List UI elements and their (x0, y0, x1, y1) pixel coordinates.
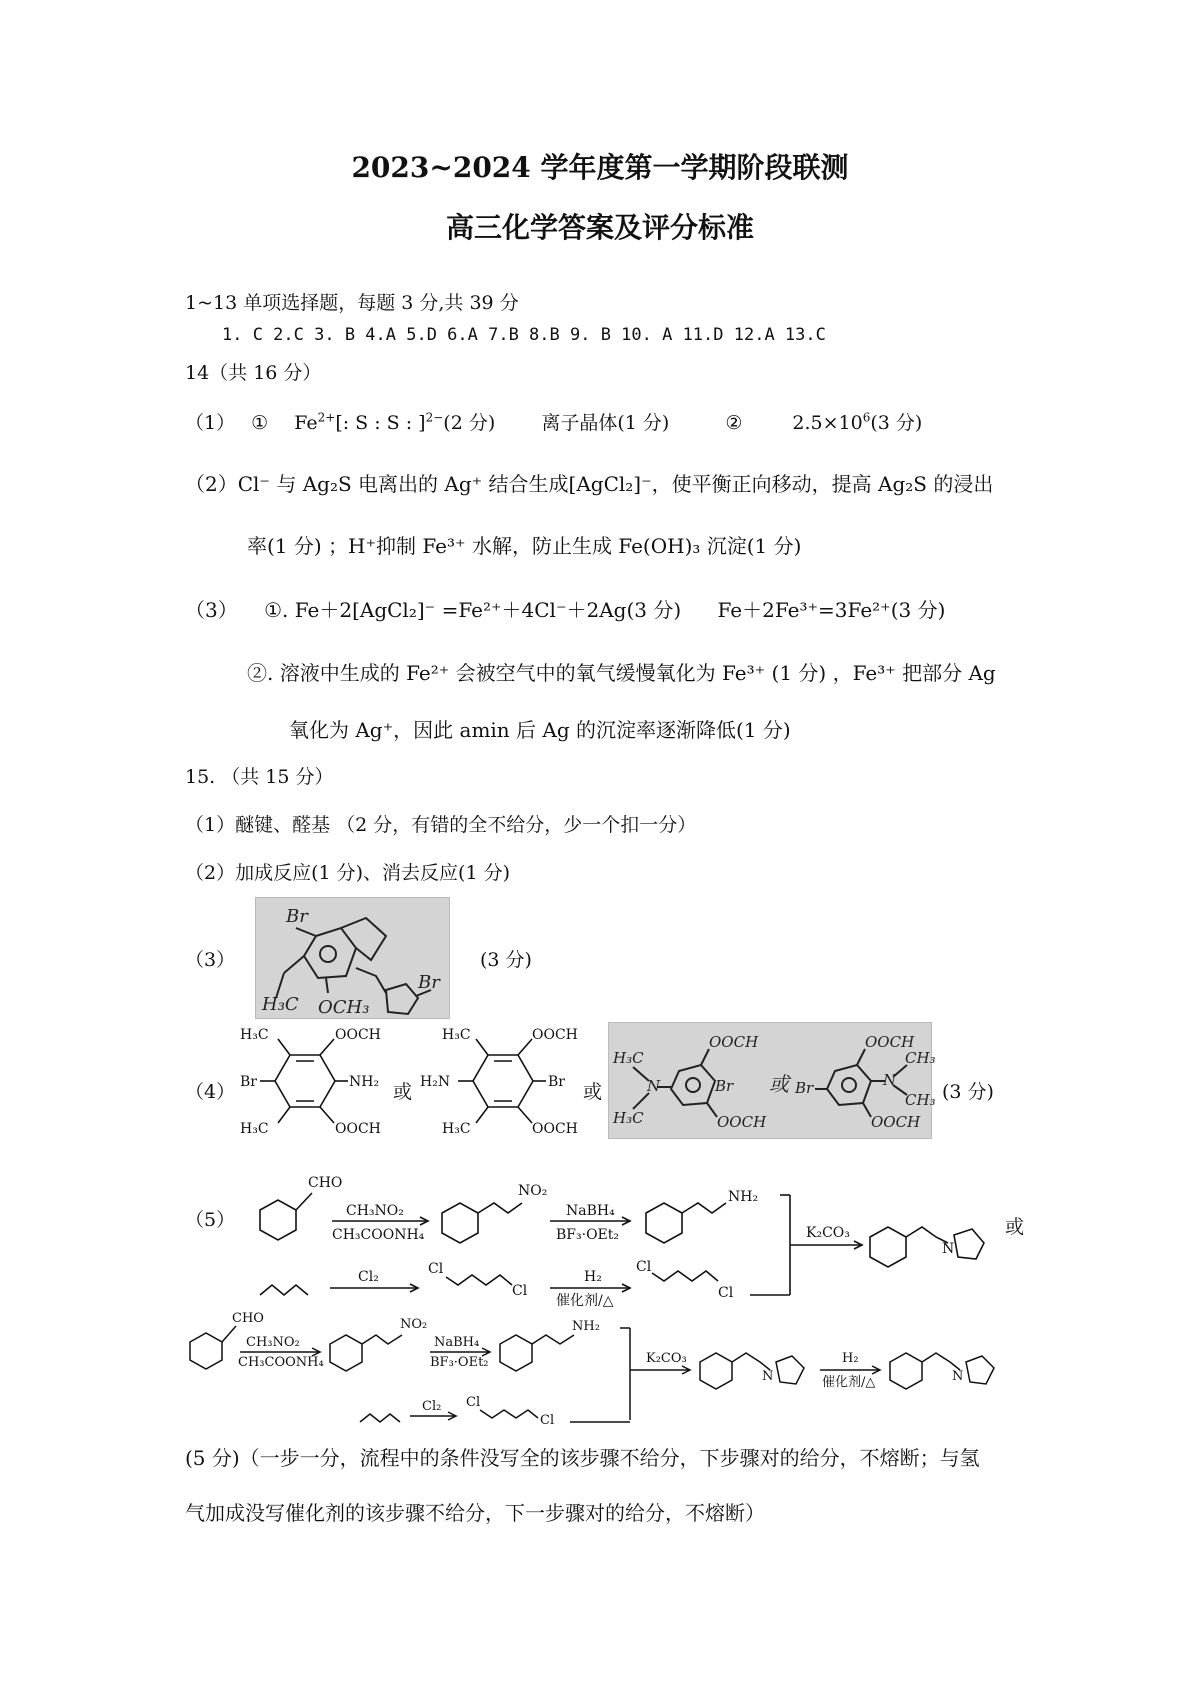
q14-part2-line1 (185, 468, 993, 497)
mcq-answers: 1. C 2.C 3. B 4.A 5.D 6.A 7.B 8.B 9. B 10. A 11.D 12.A 13.C (222, 325, 826, 345)
q15-note-line2: 气加成没写催化剂的该步骤不给分，下一步骤对的给分，不熔断） (185, 1501, 765, 1525)
svg-text:OOCH: OOCH (335, 1121, 381, 1137)
svg-text:NaBH₄: NaBH₄ (434, 1335, 480, 1350)
svg-text:Br: Br (715, 1077, 734, 1095)
q15-p4-or1: 或 (393, 1081, 413, 1103)
svg-text:N: N (942, 1241, 955, 1257)
q14-p1-s-charge: 2− (425, 410, 444, 425)
svg-text:NH₂: NH₂ (349, 1074, 380, 1090)
q14-p1-disulfide: [: S : S : ] (335, 412, 426, 434)
q15-p5-or: 或 (1005, 1216, 1025, 1238)
svg-text:Cl: Cl (512, 1283, 528, 1299)
svg-text:H₃C: H₃C (240, 1121, 269, 1137)
q14-p1-score-b: (3 分) (870, 412, 923, 434)
exam-subtitle: 高三化学答案及评分标准 (445, 211, 754, 244)
svg-text:OOCH: OOCH (335, 1027, 381, 1043)
svg-text:CH₃NO₂: CH₃NO₂ (246, 1335, 300, 1350)
svg-text:K₂CO₃: K₂CO₃ (646, 1351, 687, 1366)
q15-note-line1: (5 分)（一步一分，流程中的条件没写全的该步骤不给分，下步骤对的给分，不熔断；与氢 (185, 1446, 980, 1470)
svg-text:CHO: CHO (308, 1175, 343, 1191)
mcq-header: 1~13 单项选择题，每题 3 分,共 39 分 (185, 292, 519, 314)
q14-p2-text2: 率(1 分) ；H⁺抑制 Fe³⁺ 水解，防止生成 Fe(OH)₃ 沉淀(1 分) (247, 534, 802, 558)
handwritten-structure-photo (255, 897, 450, 1019)
q14-p2-text1: Cl⁻ 与 Ag₂S 电离出的 Ag⁺ 结合生成[AgCl₂]⁻，使平衡正向移动，提高 Ag₂S 的浸出 (237, 472, 994, 496)
handwritten-structure-sketch (256, 898, 449, 1018)
q14-p1-num: （1） (185, 412, 236, 434)
q14-p3-text3: 氧化为 Ag⁺，因此 amin 后 Ag 的沉淀率逐渐降低(1 分) (289, 718, 791, 742)
svg-text:H₃C: H₃C (442, 1027, 471, 1043)
svg-text:Br: Br (795, 1079, 814, 1097)
svg-text:NH₂: NH₂ (728, 1189, 759, 1205)
synthesis-route-1 (250, 1155, 1030, 1309)
svg-text:Cl: Cl (718, 1285, 734, 1301)
svg-text:H₃C: H₃C (613, 1049, 644, 1067)
q14-p1-circle1: ① (251, 412, 269, 434)
q14-p1-crystal: 离子晶体(1 分) (541, 412, 670, 434)
q14-part3-line1 (185, 594, 945, 623)
q15-p5-num: （5） (185, 1209, 236, 1231)
svg-text:N: N (647, 1077, 661, 1095)
svg-text:BF₃·OEt₂: BF₃·OEt₂ (556, 1227, 619, 1243)
svg-text:OCH₃: OCH₃ (318, 997, 370, 1018)
svg-text:催化剂/△: 催化剂/△ (822, 1375, 876, 1390)
q14-p3-eq1: ①. Fe＋2[AgCl₂]⁻ =Fe²⁺＋4Cl⁻＋2Ag(3 分) (264, 598, 682, 622)
svg-text:Br: Br (548, 1074, 565, 1090)
structure-4b (418, 1025, 588, 1145)
svg-text:Br: Br (286, 906, 308, 927)
q14-header: 14（共 16 分） (185, 362, 322, 384)
svg-text:BF₃·OEt₂: BF₃·OEt₂ (430, 1355, 489, 1370)
q15-header: 15. （共 15 分） (185, 766, 334, 788)
svg-text:OOCH: OOCH (532, 1027, 578, 1043)
svg-text:Cl: Cl (428, 1261, 444, 1277)
svg-text:Cl₂: Cl₂ (422, 1399, 442, 1414)
q14-p1-fe: Fe (294, 412, 318, 434)
synthesis-route-2 (180, 1300, 1050, 1430)
svg-text:Cl: Cl (636, 1259, 652, 1275)
svg-text:NO₂: NO₂ (518, 1183, 548, 1199)
q15-part1: （1）醚键、醛基 （2 分，有错的全不给分，少一个扣一分） (185, 814, 697, 836)
svg-text:N: N (883, 1071, 897, 1089)
q14-p1-exp: 6 (862, 410, 871, 425)
q14-p3-num: （3） (185, 598, 238, 622)
svg-text:OOCH: OOCH (871, 1113, 921, 1131)
exam-title: 2023~2024 学年度第一学期阶段联测 (351, 151, 849, 184)
svg-text:Br: Br (240, 1074, 257, 1090)
q14-p3-text2: ②. 溶液中生成的 Fe²⁺ 会被空气中的氧气缓慢氧化为 Fe³⁺ (1 分) ，Fe³⁺ 把部分 Ag (247, 661, 996, 685)
q14-p1-fe-charge: 2+ (317, 410, 336, 425)
svg-text:H₂: H₂ (584, 1269, 602, 1285)
svg-text:OOCH: OOCH (532, 1121, 578, 1137)
svg-text:NaBH₄: NaBH₄ (566, 1203, 615, 1219)
svg-text:N: N (762, 1369, 774, 1384)
structure-4a (230, 1025, 390, 1145)
svg-text:Cl₂: Cl₂ (358, 1269, 379, 1285)
svg-text:或: 或 (769, 1072, 789, 1096)
svg-text:CH₃NO₂: CH₃NO₂ (346, 1203, 404, 1219)
q14-p1-circle2: ② (725, 412, 743, 434)
svg-text:Cl: Cl (466, 1395, 481, 1410)
svg-text:NH₂: NH₂ (572, 1319, 600, 1334)
svg-text:K₂CO₃: K₂CO₃ (806, 1225, 850, 1241)
svg-text:CH₃: CH₃ (905, 1049, 936, 1067)
q14-p1-score-a: (2 分) (443, 412, 496, 434)
q14-p3-eq2: Fe＋2Fe³⁺=3Fe²⁺(3 分) (717, 598, 946, 622)
svg-text:OOCH: OOCH (709, 1033, 759, 1051)
svg-text:OOCH: OOCH (717, 1113, 767, 1131)
svg-text:NO₂: NO₂ (400, 1317, 428, 1332)
svg-text:Br: Br (418, 972, 440, 993)
svg-text:CH₃: CH₃ (905, 1091, 936, 1109)
handwritten-structures-photo (608, 1022, 936, 1139)
q14-p2-num: （2） (185, 472, 238, 496)
svg-text:OOCH: OOCH (865, 1033, 915, 1051)
svg-text:CHO: CHO (232, 1311, 264, 1326)
svg-text:H₃C: H₃C (262, 994, 299, 1015)
svg-text:N: N (952, 1369, 964, 1384)
svg-text:CH₃COONH₄: CH₃COONH₄ (332, 1227, 425, 1243)
q15-p4-score: (3 分) (942, 1081, 994, 1103)
svg-text:H₃C: H₃C (613, 1109, 644, 1127)
q15-p3-num: （3） (185, 949, 236, 971)
q15-part2: （2）加成反应(1 分)、消去反应(1 分) (185, 862, 510, 884)
svg-text:H₃C: H₃C (442, 1121, 471, 1137)
q15-p4-or2: 或 (583, 1081, 603, 1103)
svg-text:H₂: H₂ (842, 1351, 859, 1366)
q15-p4-num: （4） (185, 1081, 236, 1103)
q15-p3-score: (3 分) (480, 949, 532, 971)
svg-text:H₃C: H₃C (240, 1027, 269, 1043)
q14-part1 (185, 408, 922, 435)
svg-text:催化剂/△: 催化剂/△ (556, 1293, 614, 1309)
svg-text:CH₃COONH₄: CH₃COONH₄ (238, 1355, 324, 1370)
handwritten-structures-sketch (609, 1023, 936, 1138)
svg-text:Cl: Cl (540, 1413, 555, 1428)
q14-p1-value: 2.5×10 (792, 412, 863, 434)
svg-text:H₂N: H₂N (420, 1074, 451, 1090)
